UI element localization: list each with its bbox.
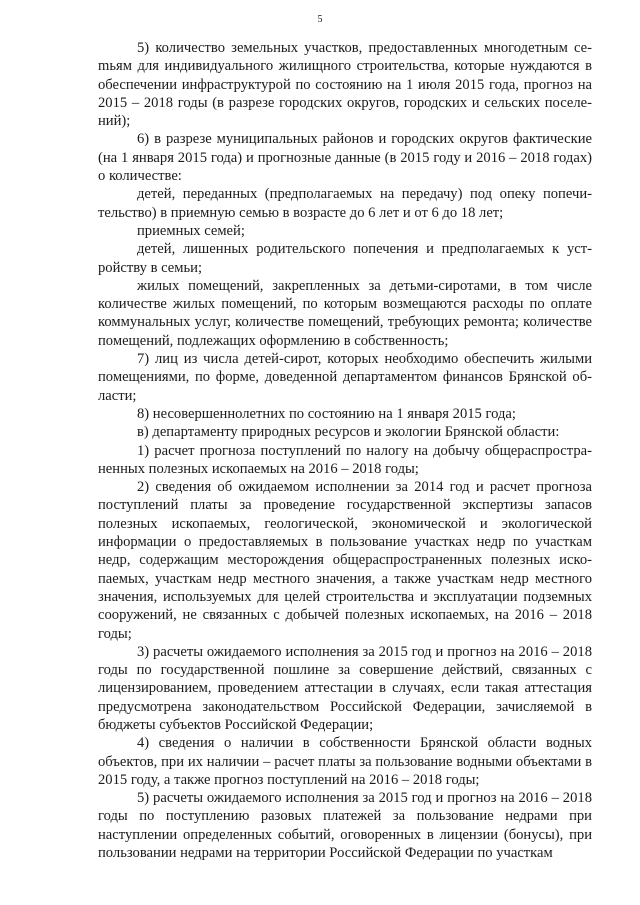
paragraph: детей, лишенных родительского попечения и предполагаемых к устройству в семьи; <box>98 241 592 276</box>
paragraph: 4) сведения о наличии в собственности Брянской области водных объектов, при их наличии – расчет платы за пользование водными объектами в 2015 году, а также прогноз поступлений на 2016 – 2018 годы; <box>98 735 592 788</box>
paragraph: приемных семей; <box>137 222 245 239</box>
paragraph: 3) расчеты ожидаемого исполнения за 2015 год и прогноз на 2016 – 2018 годы по государственной пошлине за совершение действий, связанных с лицензированием, проведением аттестации в случаях, если такая аттестация предусмотрена законодательством Российской Федерации, зачисляемой в бюджеты субъектов Российской Федерации; <box>98 643 592 733</box>
paragraph: детей, переданных (предполагаемых на передачу) под опеку попечительство) в приемную семью в возрасте до 6 лет и от 6 до 18 лет; <box>98 186 592 221</box>
paragraph: 5) количество земельных участков, предоставленных многодетным сеmьям для индивидуального жилищного строительства, которые нуждаются в обеспечении инфраструктурой по состоянию на 1 июля 2015 года, прогноз на 2015 – 2018 годы (в разрезе городских округов, городских и сельских поселений); <box>98 40 592 130</box>
paragraph: 1) расчет прогноза поступлений по налогу на добычу общераспространенных полезных ископаемых на 2016 – 2018 годы; <box>98 442 592 477</box>
paragraph: 6) в разрезе муниципальных районов и городских округов фактические (на 1 января 2015 года) и прогнозные данные (в 2015 году и 2016 – 2018 годах) о количестве: <box>98 131 592 185</box>
paragraph: 2) сведения об ожидаемом исполнении за 2014 год и расчет прогноза поступлений платы за проведение государственной экспертизы запасов полезных ископаемых, геологической, экономической и экологической информации о предоставляемых в пользование участках недр по участкам недр, содержащим месторождения общераспространенных полезных ископаемых, участкам недр местного значения, а также участкам недр местного значения, используемых для целей строительства и эксплуатации подземных сооружений, не связанных с добычей полезных ископаемых, на 2016 – 2018 годы; <box>98 479 592 642</box>
paragraph: 8) несовершеннолетних по состоянию на 1 января 2015 года; <box>137 405 516 422</box>
paragraph: 5) расчеты ожидаемого исполнения за 2015 год и прогноз на 2016 – 2018 годы по поступлению разовых платежей за пользование недрами при наступлении определенных событий, оговоренных в лицензии (бонусы), при пользовании недрами на территории Российской Федерации по участкам <box>98 790 592 862</box>
paragraph: в) департаменту природных ресурсов и экологии Брянской области: <box>137 424 560 441</box>
paragraph: 7) лиц из числа детей-сирот, которых необходимо обеспечить жилыми помещениями, по форме, доведенной департаментом финансов Брянской области; <box>98 351 592 404</box>
paragraph: жилых помещений, закрепленных за детьми-сиротами, в том числе количестве жилых помещений, по которым возмещаются расходы по оплате коммунальных услуг, количестве помещений, требующих ремонта; количестве помещений, подлежащих оформлению в собственность; <box>98 277 592 349</box>
document-body <box>98 0 592 862</box>
page-number: 5 <box>317 14 323 25</box>
